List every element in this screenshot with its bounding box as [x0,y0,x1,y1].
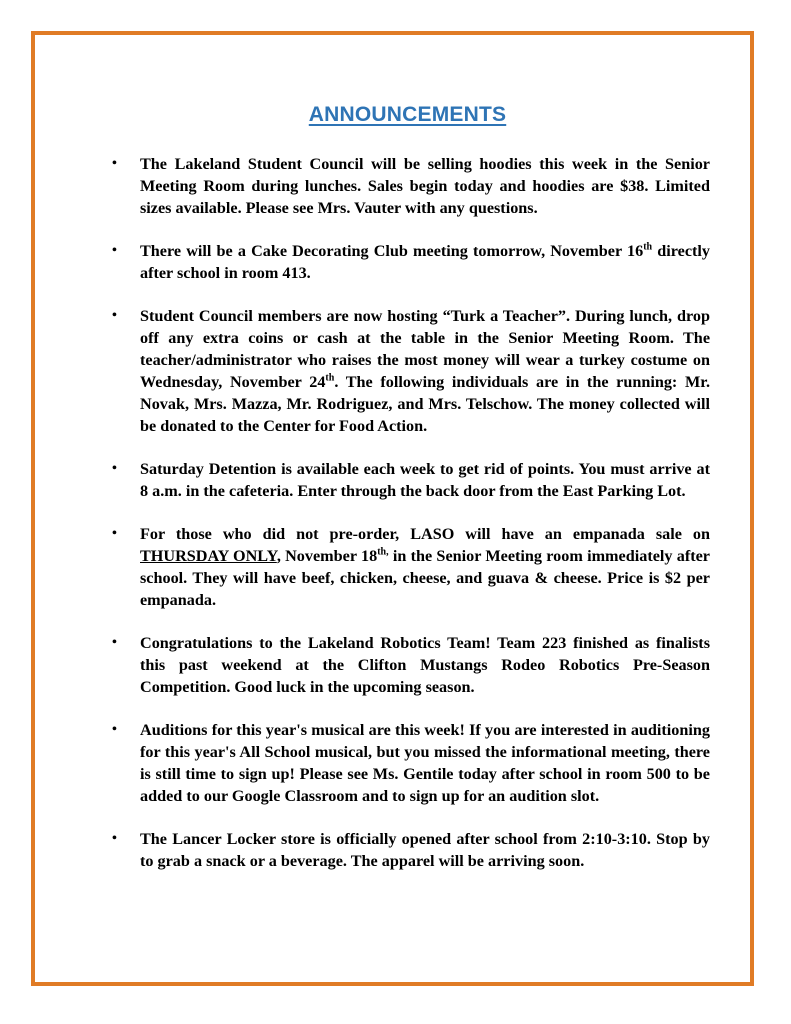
bullet-icon: • [112,526,117,541]
announcement-item [112,240,710,284]
announcement-item [112,523,710,611]
ordinal-suffix: th [325,372,335,384]
announcement-item [112,632,710,698]
bullet-icon: • [112,156,117,171]
announcement-text-cont: directly after school in room 413. [140,242,710,282]
announcement-item [112,719,710,807]
bullet-icon: • [112,635,117,650]
announcement-item [112,153,710,219]
announcement-text: For those who did not pre-order, LASO will have an empanada sale on [140,525,710,543]
announcement-text-cont: . The following individuals are in the running: Mr. Novak, Mrs. Mazza, Mr. Rodriguez, and Mrs. Telschow. The money collected will be donated to the Center for Food Action. [140,373,710,435]
bullet-icon: • [112,461,117,476]
announcement-text-mid: , November 18 [276,547,378,565]
underlined-emphasis: THURSDAY ONLY [140,547,277,565]
announcement-text: Student Council members are now hosting “Turk a Teacher”. During lunch, drop off any extra coins or cash at the table in the Senior Meeting Room. The teacher/administrator who raises the most money will wear a turkey costume on Wednesday, November 24 [140,307,710,391]
announcement-item [112,828,710,872]
ordinal-suffix: th [643,241,653,253]
announcement-text: There will be a Cake Decorating Club meeting tomorrow, November 16 [140,242,644,260]
ordinal-suffix: th, [377,546,389,558]
announcement-text: Saturday Detention is available each week to get rid of points. You must arrive at 8 a.m. in the cafeteria. Enter through the back door from the East Parking Lot. [140,460,710,500]
announcement-text: Congratulations to the Lakeland Robotics Team! Team 223 finished as finalists this past weekend at the Clifton Mustangs Rodeo Robotics Pre-Season Competition. Good luck in the upcoming season. [140,634,710,696]
bullet-icon: • [112,831,117,846]
announcement-item [112,305,710,437]
announcement-text: The Lakeland Student Council will be selling hoodies this week in the Senior Meeting Room during lunches. Sales begin today and hoodies are $38. Limited sizes available. Please see Mrs. Vauter with any questions. [140,155,710,217]
announcement-text-cont: in the Senior Meeting room immediately after school. They will have beef, chicken, cheese, and guava & cheese. Price is $2 per empanada. [140,547,710,609]
bullet-icon: • [112,308,117,323]
bullet-icon: • [112,243,117,258]
page-title: ANNOUNCEMENTS [308,103,507,126]
announcement-item [112,458,710,502]
announcement-list [112,153,710,893]
announcement-text: The Lancer Locker store is officially opened after school from 2:10-3:10. Stop by to grab a snack or a beverage. The apparel will be arriving soon. [140,830,710,870]
bullet-icon: • [112,722,117,737]
announcement-text: Auditions for this year's musical are this week! If you are interested in auditioning for this year's All School musical, but you missed the informational meeting, there is still time to sign up! Please see Ms. Gentile today after school in room 500 to be added to our Google Classroom and to sign up for an audition slot. [140,721,710,805]
